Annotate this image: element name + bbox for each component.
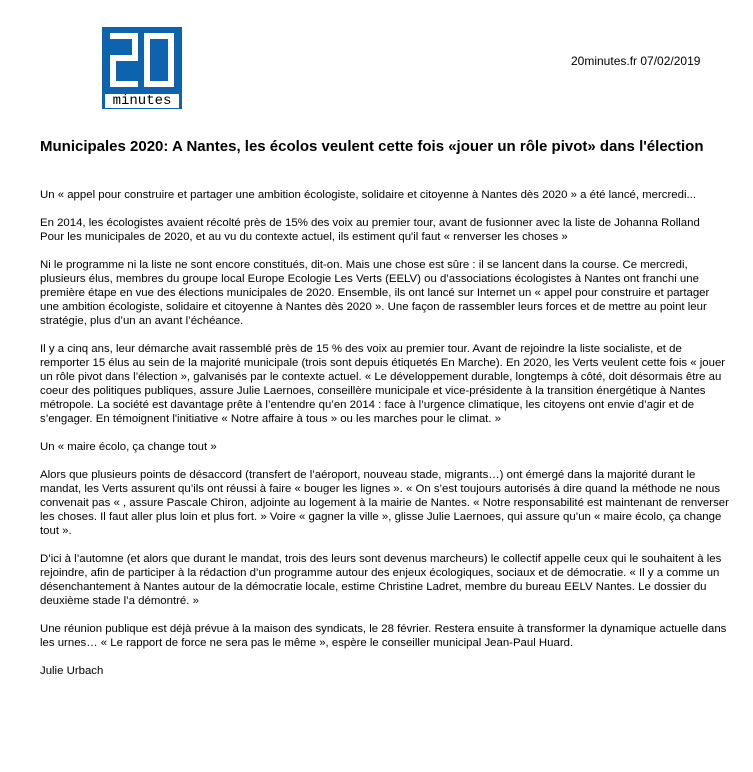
article-body — [40, 188, 730, 692]
logo-20-digits-icon — [102, 27, 182, 95]
article-subheading: Un « maire écolo, ça change tout » — [40, 441, 217, 453]
logo-word: minutes — [105, 94, 179, 108]
logo-20-minutes — [102, 27, 182, 109]
source-date: 20minutes.fr 07/02/2019 — [571, 54, 701, 68]
article-paragraph: Alors que plusieurs points de désaccord (transfert de l’aéroport, nouveau stade, migrants…) ont émergé dans la majorité durant le mandat, les Verts assurent qu’ils ont réussi à faire « bouger les lignes ». « On s’est toujours autorisés à dire quand la méthode ne nous convenait pas « , assure Pascale Chiron, adjointe au logement à la mairie de Nantes. « Notre responsabilité est maintenant de renverser les choses. Il faut aller plus loin et plus fort. » Voire « gagner la ville », glisse Julie Laernoes, qui assure qu’un « maire écolo, ça change tout ». — [40, 469, 729, 537]
article-paragraph: D’ici à l’automne (et alors que durant le mandat, trois des leurs sont devenus marcheurs) le collectif appelle ceux qui le souhaitent à les rejoindre, afin de participer à la rédaction d’un programme autour des enjeux écologiques, sociaux et de démocratie. « Il y a comme un désenchantement à Nantes autour de la démocratie locale, estime Christine Ladret, membre du bureau EELV Nantes. Le dossier du deuxième stade l’a démontré. » — [40, 553, 722, 607]
article-title: Municipales 2020: A Nantes, les écolos veulent cette fois «jouer un rôle pivot» dans l'élection — [40, 138, 704, 155]
article-author: Julie Urbach — [40, 665, 104, 677]
article-paragraph: Pour les municipales de 2020, et au vu du contexte actuel, ils estiment qu'il faut « renverser les choses » — [40, 231, 568, 243]
article-paragraph: En 2014, les écologistes avaient récolté près de 15% des voix au premier tour, avant de fusionner avec la liste de Johanna Rolland — [40, 217, 700, 229]
article-paragraph: Il y a cinq ans, leur démarche avait rassemblé près de 15 % des voix au premier tour. Avant de rejoindre la liste socialiste, et de remporter 15 élus au sein de la majorité municipale (trois sont depuis étiquetés En Marche). En 2020, les Verts veulent cette fois « jouer un rôle pivot dans l’élection », galvanisés par le contexte actuel. « Le développement durable, longtemps à côté, doit désormais être au coeur des politiques publiques, assure Julie Laernoes, conseillère municipale et vice-présidente à la transition énergétique à Nantes métropole. La société est davantage prête à l’entendre qu’en 2014 : face à l’urgence climatique, les citoyens ont envie d’agir et de s’engager. En témoignent l'initiative « Notre affaire à tous » ou les marches pour le climat. » — [40, 343, 726, 425]
article-paragraph: Un « appel pour construire et partager une ambition écologiste, solidaire et citoyenne à Nantes dès 2020 » a été lancé, mercredi... — [40, 189, 696, 201]
article-paragraph: Ni le programme ni la liste ne sont encore constitués, dit-on. Mais une chose est sûre : il se lancent dans la course. Ce mercredi, plusieurs élus, membres du groupe local Europe Ecologie Les Verts (EELV) ou d’associations écologistes à Nantes ont franchi une première étape en vue des élections municipales de 2020. Ensemble, ils ont lancé sur Internet un « appel pour construire et partager une ambition écologiste, solidaire et citoyenne à Nantes dès 2020 ». Une façon de rassembler leurs forces et de mettre au point leur stratégie, plus d’un an avant l’échéance. — [40, 259, 710, 327]
article-paragraph: Une réunion publique est déjà prévue à la maison des syndicats, le 28 février. Restera ensuite à transformer la dynamique actuelle dans les urnes… « Le rapport de force ne sera pas le même », espère le conseiller municipal Jean-Paul Huard. — [40, 623, 727, 649]
